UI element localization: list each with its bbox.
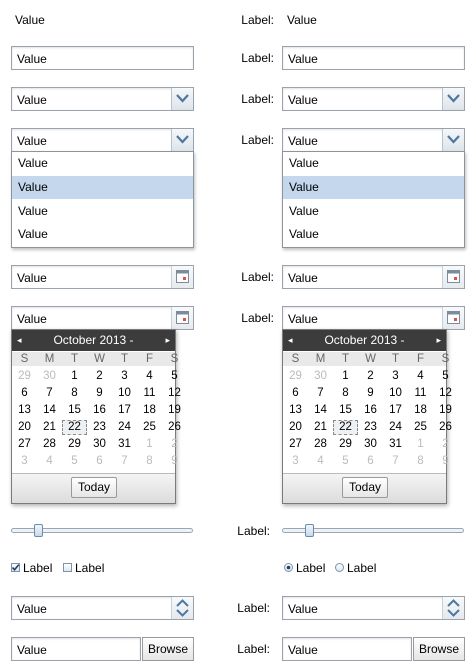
chevron-down-icon: [447, 135, 460, 144]
calendar-day[interactable]: 28: [43, 438, 56, 450]
radio-label: Label: [347, 561, 377, 575]
weekday-header: [12, 352, 179, 366]
calendar-day[interactable]: 16: [364, 404, 377, 416]
calendar-day[interactable]: 21: [43, 421, 56, 433]
open-combo-box[interactable]: [11, 128, 194, 152]
date-field-label: Label:: [241, 270, 274, 284]
open-date-picker-button[interactable]: [171, 307, 193, 329]
open-date-field[interactable]: [11, 306, 194, 330]
file-field[interactable]: [11, 637, 141, 661]
text-field[interactable]: [11, 46, 194, 70]
list-item-selected[interactable]: [283, 176, 464, 199]
list-item-label: Value: [289, 227, 319, 241]
text-field-right-value: Value: [288, 52, 318, 66]
arrow-left-icon[interactable]: ◂: [288, 335, 293, 345]
open-combo-box-right[interactable]: [282, 128, 465, 152]
spinner-buttons-right[interactable]: [442, 597, 464, 619]
calendar-day[interactable]: 4: [146, 370, 153, 382]
calendar-day[interactable]: 3: [21, 455, 28, 467]
calendar-day[interactable]: 8: [146, 455, 153, 467]
calendar-day[interactable]: 9: [367, 387, 374, 399]
calendar-day[interactable]: 19: [439, 404, 452, 416]
calendar-day[interactable]: 9: [96, 387, 103, 399]
calendar-day[interactable]: 5: [71, 455, 78, 467]
calendar-day[interactable]: 2: [96, 370, 103, 382]
spinner-label: Label:: [237, 601, 270, 615]
list-item[interactable]: [12, 223, 193, 246]
list-item[interactable]: [12, 200, 193, 223]
date-field-right-value: Value: [288, 271, 318, 285]
calendar-day[interactable]: 23: [364, 421, 377, 433]
calendar-day[interactable]: 8: [342, 387, 349, 399]
calendar-day[interactable]: 7: [317, 387, 324, 399]
calendar-day[interactable]: 7: [46, 387, 53, 399]
list-item[interactable]: [283, 223, 464, 246]
date-field-value: Value: [17, 271, 47, 285]
text-field-right[interactable]: [282, 46, 465, 70]
weekday-label: T: [391, 353, 400, 365]
date-field[interactable]: [11, 265, 194, 289]
calendar-day[interactable]: 7: [121, 455, 128, 467]
calendar-icon: [447, 270, 460, 283]
list-item-label: Value: [18, 227, 48, 241]
calendar-day[interactable]: 4: [417, 370, 424, 382]
calendar-day[interactable]: 26: [168, 421, 181, 433]
month-caret: -: [400, 333, 405, 347]
check-icon: [11, 563, 20, 572]
number-spinner[interactable]: [11, 596, 194, 620]
calendar-day[interactable]: 30: [314, 370, 327, 382]
combo-box-label: Label:: [241, 92, 274, 106]
calendar-day[interactable]: 1: [71, 370, 78, 382]
radio-unselected[interactable]: [335, 563, 344, 572]
calendar-day[interactable]: 4: [317, 455, 324, 467]
calendar-icon: [176, 311, 189, 324]
calendar-day-today[interactable]: 22: [62, 420, 87, 435]
calendar-day[interactable]: 2: [367, 370, 374, 382]
calendar-day[interactable]: 24: [389, 421, 402, 433]
calendar-day[interactable]: 23: [93, 421, 106, 433]
combo-right-dropdown-button[interactable]: [442, 88, 464, 110]
calendar-day[interactable]: 17: [389, 404, 402, 416]
chevron-down-icon: [176, 94, 189, 103]
slider-thumb-right[interactable]: [305, 524, 314, 537]
weekday-label: T: [341, 353, 350, 365]
calendar-day[interactable]: 27: [18, 438, 31, 450]
spinner-buttons[interactable]: [171, 597, 193, 619]
calendar-day[interactable]: 5: [171, 370, 178, 382]
calendar-day[interactable]: 31: [389, 438, 402, 450]
calendar-footer: [283, 473, 446, 503]
open-combo-value: Value: [17, 134, 47, 148]
calendar-day[interactable]: 1: [146, 438, 153, 450]
calendar-day[interactable]: 24: [118, 421, 131, 433]
spinner-arrows: [172, 597, 193, 619]
file-field-right[interactable]: [282, 637, 412, 661]
list-item-selected[interactable]: [12, 176, 193, 199]
calendar-day[interactable]: 30: [364, 438, 377, 450]
calendar-day[interactable]: 15: [339, 404, 352, 416]
calendar-day[interactable]: 21: [314, 421, 327, 433]
calendar-day[interactable]: 6: [292, 387, 299, 399]
chevron-down-icon: [447, 94, 460, 103]
spinner-arrows: [443, 597, 464, 619]
calendar-day[interactable]: 13: [289, 404, 302, 416]
calendar-day[interactable]: 5: [442, 370, 449, 382]
static-value: Value: [15, 13, 45, 27]
list-item-label: Value: [289, 204, 319, 218]
calendar-day[interactable]: 6: [96, 455, 103, 467]
list-item-label: Value: [289, 180, 319, 194]
calendar-day[interactable]: 29: [289, 370, 302, 382]
open-date-field-label: Label:: [241, 311, 274, 325]
calendar-day[interactable]: 27: [289, 438, 302, 450]
slider-label: Label:: [237, 524, 270, 538]
arrow-left-icon[interactable]: ◂: [17, 335, 22, 345]
calendar-day[interactable]: 29: [18, 370, 31, 382]
spinner-down-icon: [448, 610, 459, 616]
calendar-day[interactable]: 18: [414, 404, 427, 416]
calendar-day[interactable]: 9: [171, 455, 178, 467]
file-field-right-value: Value: [288, 643, 318, 657]
calendar-month-title[interactable]: [283, 333, 446, 347]
today-button[interactable]: Today: [71, 477, 117, 498]
calendar-footer: [12, 473, 175, 503]
weekday-label: M: [44, 353, 55, 365]
combo-box-value: Value: [17, 93, 47, 107]
open-combo-right-value: Value: [288, 134, 318, 148]
open-date-picker-button-right[interactable]: [442, 307, 464, 329]
calendar-popup-right: [282, 329, 452, 504]
checkbox-label: Label: [23, 561, 53, 575]
weekday-label: S: [441, 353, 450, 365]
text-field-label: Label:: [241, 51, 274, 65]
dropdown-list: [11, 151, 194, 248]
radio-label: Label: [296, 561, 326, 575]
browse-button-right[interactable]: Browse: [413, 637, 465, 661]
calendar-day[interactable]: 1: [417, 438, 424, 450]
calendar-day[interactable]: 10: [118, 387, 131, 399]
spinner-right-value: Value: [288, 602, 318, 616]
weekday-header: [283, 352, 450, 366]
calendar-icon: [447, 311, 460, 324]
weekday-label: S: [170, 353, 179, 365]
list-item[interactable]: [12, 152, 193, 175]
arrow-right-icon[interactable]: ▸: [436, 335, 441, 345]
calendar-day[interactable]: 1: [342, 370, 349, 382]
calendar-popup: [11, 329, 181, 504]
file-field-label: Label:: [237, 642, 270, 656]
number-spinner-right[interactable]: [282, 596, 465, 620]
radio-dot-icon: [284, 563, 293, 572]
calendar-day[interactable]: 4: [46, 455, 53, 467]
calendar-day-today[interactable]: 22: [333, 420, 358, 435]
static-value-right: Value: [287, 13, 317, 27]
calendar-day[interactable]: 19: [168, 404, 181, 416]
file-field-value: Value: [17, 643, 47, 657]
weekday-label: W: [94, 353, 105, 365]
weekday-label: T: [120, 353, 129, 365]
today-button[interactable]: Today: [342, 477, 388, 498]
open-date-field-right-value: Value: [288, 312, 318, 326]
calendar-day[interactable]: 31: [118, 438, 131, 450]
combo-dropdown-button[interactable]: [171, 88, 193, 110]
calendar-day[interactable]: 11: [414, 387, 427, 399]
month-caret: -: [129, 333, 134, 347]
row1-label: Label:: [241, 13, 274, 27]
calendar-day[interactable]: 30: [93, 438, 106, 450]
slider-thumb[interactable]: [34, 524, 43, 537]
calendar-day[interactable]: 3: [121, 370, 128, 382]
calendar-day[interactable]: 20: [18, 421, 31, 433]
calendar-day[interactable]: 26: [439, 421, 452, 433]
weekday-label: W: [365, 353, 376, 365]
calendar-month-title[interactable]: [12, 333, 175, 347]
spinner-up-icon: [448, 601, 459, 607]
calendar-day[interactable]: 17: [118, 404, 131, 416]
open-date-field-right[interactable]: [282, 306, 465, 330]
spinner-down-icon: [177, 610, 188, 616]
checkbox-unchecked[interactable]: [63, 563, 72, 572]
weekday-label: S: [291, 353, 300, 365]
calendar-day[interactable]: 8: [71, 387, 78, 399]
calendar-day[interactable]: 29: [68, 438, 81, 450]
calendar-day[interactable]: 13: [18, 404, 31, 416]
calendar-day[interactable]: 20: [289, 421, 302, 433]
browse-button[interactable]: Browse: [142, 637, 194, 661]
weekday-label: F: [145, 353, 154, 365]
list-item[interactable]: [283, 200, 464, 223]
calendar-day[interactable]: 25: [414, 421, 427, 433]
calendar-day[interactable]: 3: [392, 370, 399, 382]
calendar-day[interactable]: 11: [143, 387, 156, 399]
calendar-day[interactable]: 12: [439, 387, 452, 399]
spinner-up-icon: [177, 601, 188, 607]
month-title-text: October 2013: [324, 333, 398, 347]
checkbox-label: Label: [75, 561, 105, 575]
calendar-day[interactable]: 6: [367, 455, 374, 467]
list-item-label: Value: [18, 180, 48, 194]
date-picker-button[interactable]: [171, 266, 193, 288]
dropdown-list-right: [282, 151, 465, 248]
calendar-day[interactable]: 15: [68, 404, 81, 416]
calendar-header: [283, 330, 446, 351]
calendar-day[interactable]: 8: [417, 455, 424, 467]
calendar-day[interactable]: 10: [389, 387, 402, 399]
calendar-day[interactable]: 18: [143, 404, 156, 416]
open-combo-label: Label:: [241, 133, 274, 147]
open-combo-dropdown-button[interactable]: [171, 129, 193, 151]
combo-box[interactable]: [11, 87, 194, 111]
calendar-day[interactable]: 14: [314, 404, 327, 416]
list-item[interactable]: [283, 152, 464, 175]
calendar-header: [12, 330, 175, 351]
open-combo-right-dropdown-button[interactable]: [442, 129, 464, 151]
list-item-label: Value: [18, 156, 48, 170]
calendar-day[interactable]: 14: [43, 404, 56, 416]
list-item-label: Value: [289, 156, 319, 170]
arrow-right-icon[interactable]: ▸: [165, 335, 170, 345]
calendar-day[interactable]: 25: [143, 421, 156, 433]
calendar-day[interactable]: 7: [392, 455, 399, 467]
calendar-day[interactable]: 5: [342, 455, 349, 467]
date-field-right[interactable]: [282, 265, 465, 289]
calendar-day[interactable]: 28: [314, 438, 327, 450]
month-title-text: October 2013: [53, 333, 127, 347]
calendar-day[interactable]: 12: [168, 387, 181, 399]
spinner-value: Value: [17, 602, 47, 616]
combo-box-right-value: Value: [288, 93, 318, 107]
calendar-icon: [176, 270, 189, 283]
calendar-day[interactable]: 2: [171, 438, 178, 450]
open-date-field-value: Value: [17, 312, 47, 326]
checkbox-checked[interactable]: [11, 563, 20, 572]
chevron-down-icon: [176, 135, 189, 144]
calendar-day[interactable]: 2: [442, 438, 449, 450]
weekday-label: S: [20, 353, 29, 365]
calendar-day[interactable]: 9: [442, 455, 449, 467]
calendar-day[interactable]: 29: [339, 438, 352, 450]
weekday-label: M: [315, 353, 326, 365]
weekday-label: F: [416, 353, 425, 365]
date-picker-button-right[interactable]: [442, 266, 464, 288]
text-field-value: Value: [17, 52, 47, 66]
calendar-day[interactable]: 16: [93, 404, 106, 416]
radio-selected[interactable]: [284, 563, 293, 572]
calendar-day[interactable]: 30: [43, 370, 56, 382]
calendar-day[interactable]: 6: [21, 387, 28, 399]
list-item-label: Value: [18, 204, 48, 218]
weekday-label: T: [70, 353, 79, 365]
combo-box-right[interactable]: [282, 87, 465, 111]
calendar-day[interactable]: 3: [292, 455, 299, 467]
